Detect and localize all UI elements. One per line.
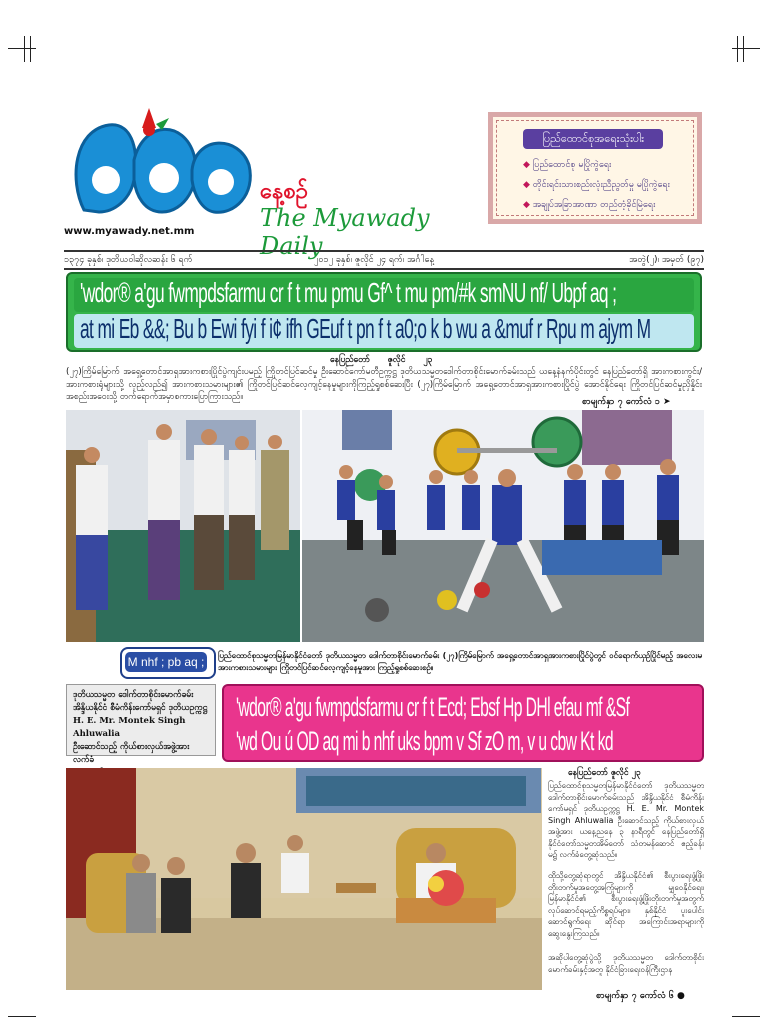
second-headline-line2: 'wd Ou ú OD aq mi b nhf uks bpm v Sf zO m, v u cbw Kt kd — [236, 726, 613, 756]
photo-meeting — [66, 768, 542, 990]
pledge-item: ◆ တိုင်းရင်းသားစည်းလုံးညီညွတ်မှု မပြိုကွဲရေး — [523, 179, 670, 192]
crop-mark — [732, 1016, 760, 1017]
second-story-para3: အဆိုပါတွေ့ဆုံပွဲသို့ ဒုတိယသမ္မတ ဒေါက်တာစိုင်းမောက်ခမ်းနှင့်အတူ နိုင်ငံခြားရေးဝန်ကြီးဌာန — [548, 953, 704, 974]
photo-weightlifting — [302, 410, 704, 642]
crop-mark — [30, 36, 31, 62]
photo-officials — [66, 410, 300, 642]
main-headline-box — [66, 272, 702, 352]
crop-mark — [8, 48, 36, 49]
pledge-box — [488, 112, 702, 224]
subtitle-english: The Myawady Daily — [260, 204, 430, 260]
gregorian-date: ၂၀၁၂ ခုနှစ်၊ ဇူလိုင် ၂၄ ရက်၊ အင်္ဂါနေ့ — [314, 255, 435, 265]
crop-mark — [743, 36, 744, 62]
photo-caption-text: ပြည်ထောင်စုသမ္မတမြန်မာနိုင်ငံတော် ဒုတိယသမ္မတ ဒေါက်တာစိုင်းမောက်ခမ်း (၂၇)ကြိမ်မြောက် အရှေ့တောင်အာရှအားကစားပြိုင်ပွဲတွင် ဝင်ရောက်ယှဉ်ပြိုင်မည့် အလေးမအားကစားသမားများ ကြိုတင်ပြင်ဆင်လေ့ကျင့်နေမှုအား ကြည့်ရှုစစ်ဆေးစဉ်။ — [218, 651, 702, 672]
logo-icon — [64, 100, 264, 230]
issue-number: အတွဲ(၂)၊ အမှတ် (၉၇) — [629, 255, 704, 265]
website-url: www.myawady.net.mm — [64, 226, 195, 237]
second-continued: စာမျက်နှာ ၇ ကော်လံ ၆ ● — [596, 991, 685, 1001]
second-story-para1: ပြည်ထောင်စုသမ္မတမြန်မာနိုင်ငံတော် ဒုတိယသမ္မတ ဒေါက်တာစိုင်းမောက်ခမ်းသည် အိန္ဒိယနိုင်ငံ စီမံကိန်းကော်မရှင် ဒုတိယဥက္ကဋ္ဌ H. E. Mr. Montek Singh Ahluwalia ဦးဆောင်သည့် ကိုယ်စားလှယ်အဖွဲ့အား ယနေ့ညနေ ၃ နာရီတွင် နေပြည်တော်ရှိ နိုင်ငံတော်သမ္မတအိမ်တော် သံတမန်ဆောင် ဧည့်ခန်းမ၌ လက်ခံတွေ့ဆုံသည်။ — [548, 781, 704, 859]
arrow-right-icon: ➤ — [662, 397, 671, 407]
lead-story-text: (၂၇)ကြိမ်မြောက် အရှေ့တောင်အာရှအားကစားပြိုင်ပွဲကျင်းပမည့် ကြိုတင်ပြင်ဆင်မှု ဦးဆောင်ကော်မတီဥက္ကဋ္ဌ ဒုတိယသမ္မတဒေါက်တာစိုင်းမောက်ခမ်းသည် ယနေ့နံနက်ပိုင်းတွင် နေပြည်တော်ရှိ အားကစားကွင်း/အားကစားရုံများသို့ လှည့်လည်၍ အားကစားသမားများ၏ ကြိုတင်ပြင်ဆင်လေ့ကျင့်နေမှုများကိုကြည့်ရှုစစ်ဆေးပြီး (၂၇)ကြိမ်မြောက် အရှေ့တောင်အာရှအားကစားပြိုင်ပွဲ အောင်နိုင်ရေး ကြိုတင်ပြင်ဆင်မှုညှိနှိုင်းအစည်းအဝေးသို့ တက်ရောက်အမှာစကားပြောကြားသည်။ — [66, 367, 702, 402]
lead-byline: နေပြည်တော် ဇူလိုင် ၂၃ — [330, 355, 433, 365]
pledge-item: ◆ အချုပ်အခြာအာဏာ တည်တံ့ခိုင်မြဲရေး — [523, 199, 655, 212]
second-byline: နေပြည်တော် ဇူလိုင် ၂၃ — [568, 768, 641, 778]
second-headline-box — [222, 684, 704, 762]
photo-caption-tab: M nhf ; pb aq ; — [120, 647, 216, 679]
headline-line2: at mi Eb &&; Bu b Ewi fyi f i¢ ifh GEuf t pn f t a0;o k b wu a &muf r Rpu m ajym M — [80, 314, 651, 344]
crop-mark — [24, 36, 25, 62]
second-headline-line1: 'wdor® a'gu fwmpdsfarmu cr f t Ecd; Ebsf Hp DHl efau mf &Sf — [236, 692, 630, 722]
second-story-para2: ထိုသို့တွေ့ဆုံရာတွင် အိန္ဒိယနိုင်ငံ၏ စီးပွားရေးဖွံ့ဖြိုးတိုးတက်မှုအတွေ့အကြုံများကို မျှဝေနိုင်ရေး၊ မြန်မာနိုင်ငံ၏ စီးပွားရေးဖွံ့ဖြိုးတိုးတက်မှုအတွက် လုပ်ဆောင်ရမည့်ကိစ္စရပ်များ၊ နှစ်နိုင်ငံ ပူးပေါင်းဆောင်ရွက်ရေး ဆိုင်ရာ အကြောင်းအရာများကို ဆွေးနွေးကြသည်။ — [548, 871, 704, 938]
pledge-item: ◆ ပြည်ထောင်စု မပြိုကွဲရေး — [523, 159, 611, 172]
side-caption: ဒုတိယသမ္မတ ဒေါက်တာစိုင်းမောက်ခမ်း အိန္ဒိယနိုင်ငံ စီမံကိန်းကော်မရှင် ဒုတိယဥက္ကဋ္ဌ H. E. Mr. Montek Singh Ahluwalia ဦးဆောင်သည့် ကိုယ်စားလှယ်အဖွဲ့အား လက်ခံ — [66, 684, 216, 756]
subtitle-burmese: နေ့စဉ် — [260, 179, 308, 204]
crop-mark — [8, 1016, 36, 1017]
headline-line1: 'wdor® a'gu fwmpdsfarmu cr f t mu pmu Gf^ t mu pm/#k smNU nf/ Ubpf aq ; — [80, 278, 617, 308]
burmese-date: ၁၃၇၄ ခုနှစ်၊ ဒုတိယဝါဆိုလဆန်း ၆ ရက် — [64, 255, 193, 265]
crop-mark — [737, 36, 738, 62]
pledge-title: ပြည်ထောင်စုအရေးသုံးပါး — [523, 129, 663, 149]
date-bar — [64, 250, 704, 270]
lead-continued: စာမျက်နှာ ၇ ကော်လံ ၁ ➤ — [582, 397, 671, 407]
